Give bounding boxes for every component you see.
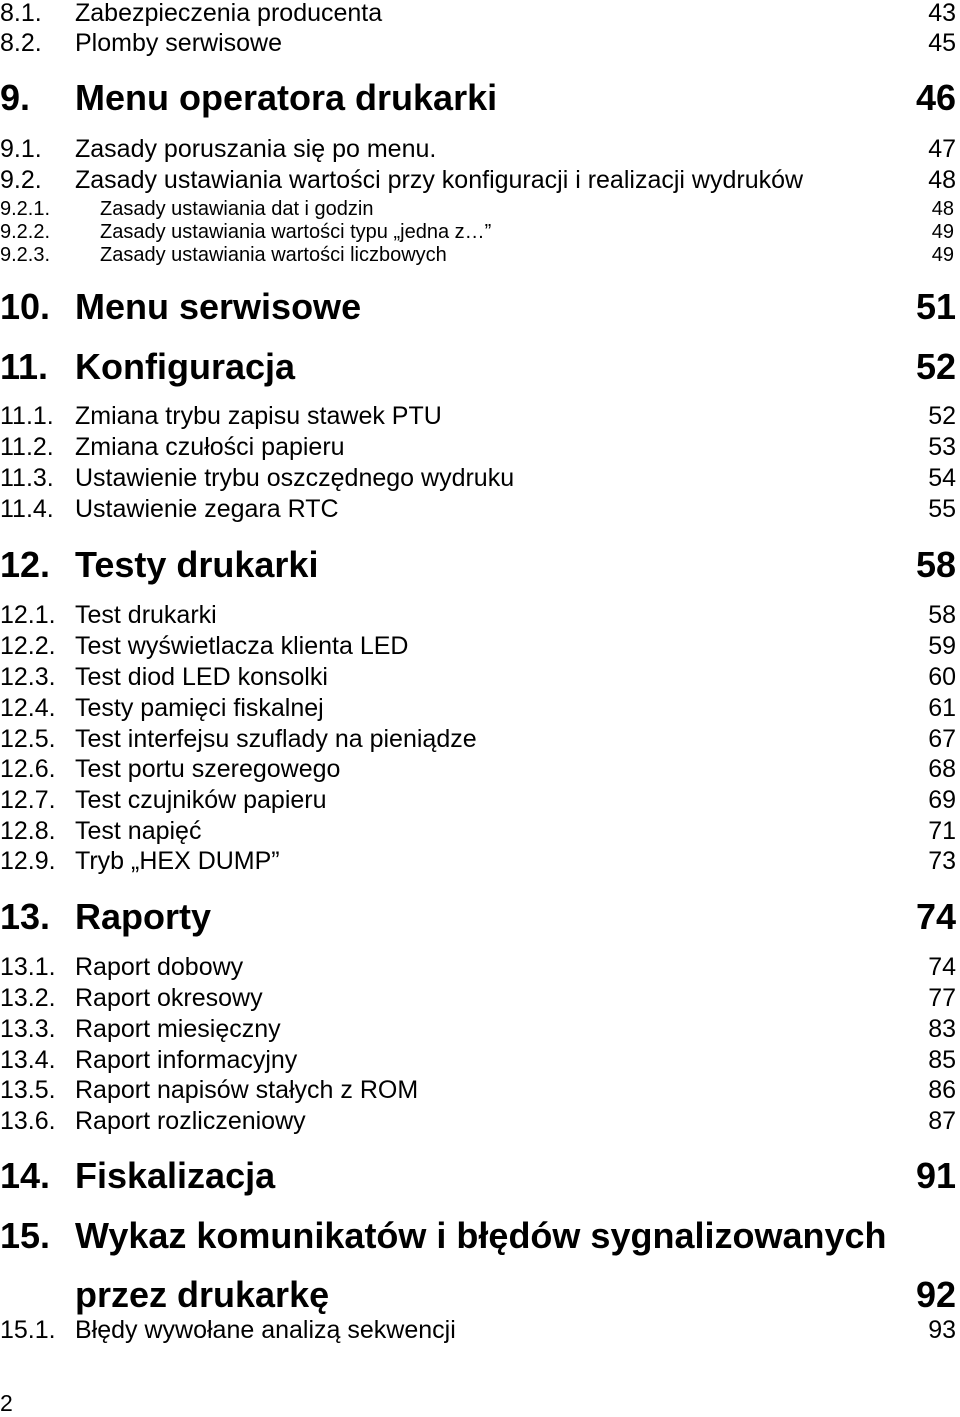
entry-title: Tryb „HEX DUMP” bbox=[75, 847, 280, 875]
entry-number: 9.2.3. bbox=[0, 244, 51, 266]
entry-page: 52 bbox=[915, 346, 956, 387]
entry-number: 13.2. bbox=[0, 984, 56, 1012]
entry-title: Testy drukarki bbox=[75, 544, 319, 585]
entry-number: 8.1. bbox=[0, 0, 42, 27]
entry-page: 92 bbox=[915, 1274, 956, 1315]
entry-title: Zmiana trybu zapisu stawek PTU bbox=[75, 402, 442, 430]
entry-page: 58 bbox=[928, 601, 956, 629]
entry-page: 52 bbox=[928, 402, 956, 430]
entry-title: Ustawienie trybu oszczędnego wydruku bbox=[75, 464, 515, 492]
entry-title: Test napięć bbox=[75, 817, 202, 845]
entry-number: 13.4. bbox=[0, 1046, 56, 1074]
entry-page: 69 bbox=[928, 786, 956, 814]
entry-number: 13. bbox=[0, 896, 51, 937]
entry-page: 55 bbox=[928, 495, 956, 523]
entry-number: 14. bbox=[0, 1155, 51, 1196]
entry-number: 13.1. bbox=[0, 953, 56, 981]
entry-number: 12.3. bbox=[0, 663, 56, 691]
entry-title: Plomby serwisowe bbox=[75, 29, 283, 57]
entry-page: 68 bbox=[928, 755, 956, 783]
entry-title: Zasady ustawiania wartości przy konfiguracji i realizacji wydruków bbox=[75, 166, 804, 194]
entry-number: 13.5. bbox=[0, 1076, 56, 1104]
entry-page: 74 bbox=[915, 896, 956, 937]
entry-page: 74 bbox=[928, 953, 956, 981]
entry-number: 11.4. bbox=[0, 495, 54, 523]
entry-page: 93 bbox=[928, 1316, 956, 1344]
entry-number: 11.2. bbox=[0, 433, 54, 461]
entry-title: Test czujników papieru bbox=[75, 786, 327, 814]
entry-number: 12.4. bbox=[0, 694, 56, 722]
entry-number: 9.2.2. bbox=[0, 221, 51, 243]
entry-title: Test portu szeregowego bbox=[75, 755, 341, 783]
entry-page: 59 bbox=[928, 632, 956, 660]
entry-number: 11.3. bbox=[0, 464, 54, 492]
entry-number: 13.6. bbox=[0, 1107, 56, 1135]
entry-number: 9. bbox=[0, 77, 31, 118]
entry-number: 9.2. bbox=[0, 166, 42, 194]
page-number: 2 bbox=[0, 1390, 13, 1416]
entry-title: Ustawienie zegara RTC bbox=[75, 495, 339, 523]
entry-number: 11.1. bbox=[0, 402, 54, 430]
entry-page: 51 bbox=[915, 286, 956, 327]
entry-title: Menu operatora drukarki bbox=[75, 77, 498, 118]
entry-number: 15.1. bbox=[0, 1316, 56, 1344]
entry-page: 85 bbox=[928, 1046, 956, 1074]
entry-title: Wykaz komunikatów i błędów sygnalizowanych bbox=[75, 1215, 887, 1256]
entry-page: 67 bbox=[928, 725, 956, 753]
entry-number: 13.3. bbox=[0, 1015, 56, 1043]
entry-number: 9.1. bbox=[0, 135, 42, 163]
entry-title: Błędy wywołane analizą sekwencji bbox=[75, 1316, 456, 1344]
entry-number: 12.6. bbox=[0, 755, 56, 783]
entry-page: 77 bbox=[928, 984, 956, 1012]
entry-title: Raport napisów stałych z ROM bbox=[75, 1076, 419, 1104]
entry-page: 49 bbox=[931, 244, 954, 266]
entry-page: 91 bbox=[915, 1155, 956, 1196]
entry-page: 48 bbox=[931, 198, 954, 220]
entry-title: Zabezpieczenia producenta bbox=[75, 0, 383, 27]
entry-title: Raport dobowy bbox=[75, 953, 244, 981]
entry-title-continued: przez drukarkę bbox=[75, 1274, 330, 1315]
entry-page: 53 bbox=[928, 433, 956, 461]
entry-number: 15. bbox=[0, 1215, 51, 1256]
entry-page: 71 bbox=[928, 817, 956, 845]
entry-number: 12.7. bbox=[0, 786, 56, 814]
entry-title: Fiskalizacja bbox=[75, 1155, 276, 1196]
entry-number: 11. bbox=[0, 346, 49, 387]
entry-number: 9.2.1. bbox=[0, 198, 51, 220]
entry-title: Raport miesięczny bbox=[75, 1015, 281, 1043]
entry-title: Zasady ustawiania wartości typu „jedna z…” bbox=[100, 221, 492, 243]
entry-page: 87 bbox=[928, 1107, 956, 1135]
entry-page: 73 bbox=[928, 847, 956, 875]
entry-page: 45 bbox=[928, 29, 956, 57]
entry-title: Menu serwisowe bbox=[75, 286, 362, 327]
entry-number: 12.1. bbox=[0, 601, 56, 629]
entry-page: 60 bbox=[928, 663, 956, 691]
entry-page: 47 bbox=[928, 135, 956, 163]
entry-page: 54 bbox=[928, 464, 956, 492]
entry-title: Raport okresowy bbox=[75, 984, 263, 1012]
entry-page: 49 bbox=[931, 221, 954, 243]
entry-title: Konfiguracja bbox=[75, 346, 296, 387]
entry-number: 12.9. bbox=[0, 847, 56, 875]
entry-title: Zmiana czułości papieru bbox=[75, 433, 345, 461]
entry-title: Zasady ustawiania wartości liczbowych bbox=[100, 244, 447, 266]
entry-title: Zasady poruszania się po menu. bbox=[75, 135, 437, 163]
entry-title: Raport rozliczeniowy bbox=[75, 1107, 306, 1135]
entry-title: Test interfejsu szuflady na pieniądze bbox=[75, 725, 477, 753]
entry-title: Test wyświetlacza klienta LED bbox=[75, 632, 409, 660]
entry-page: 61 bbox=[928, 694, 956, 722]
entry-title: Raport informacyjny bbox=[75, 1046, 298, 1074]
entry-number: 8.2. bbox=[0, 29, 42, 57]
entry-page: 86 bbox=[928, 1076, 956, 1104]
entry-page: 43 bbox=[928, 0, 956, 27]
entry-title: Zasady ustawiania dat i godzin bbox=[100, 198, 374, 220]
entry-title: Raporty bbox=[75, 896, 212, 937]
entry-page: 46 bbox=[915, 77, 956, 118]
entry-number: 12.2. bbox=[0, 632, 56, 660]
entry-page: 83 bbox=[928, 1015, 956, 1043]
entry-title: Test diod LED konsolki bbox=[75, 663, 328, 691]
entry-page: 58 bbox=[915, 544, 956, 585]
entry-number: 12. bbox=[0, 544, 51, 585]
entry-number: 12.5. bbox=[0, 725, 56, 753]
entry-title: Testy pamięci fiskalnej bbox=[75, 694, 324, 722]
entry-title: Test drukarki bbox=[75, 601, 217, 629]
entry-number: 10. bbox=[0, 286, 51, 327]
entry-number: 12.8. bbox=[0, 817, 56, 845]
entry-page: 48 bbox=[928, 166, 956, 194]
